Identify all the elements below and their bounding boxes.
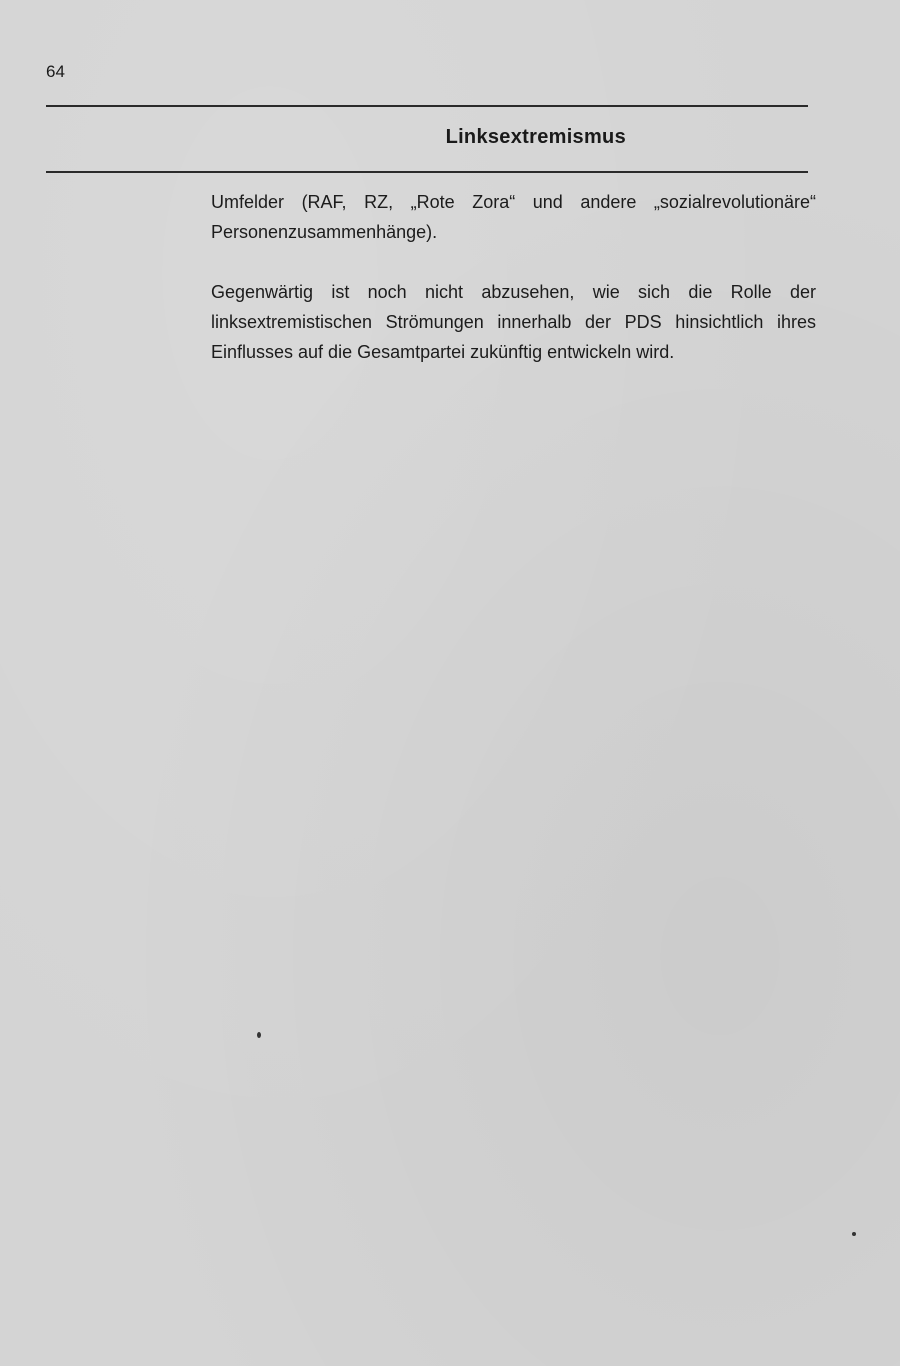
running-head: Linksextremismus — [445, 126, 626, 148]
paragraph: Gegenwärtig ist noch nicht abzusehen, wie sich die Rolle der linksextremistischen Strömungen innerhalb der PDS hinsichtlich ihres Einflusses auf die Gesamtpartei zukünftig entwickeln wird. — [211, 282, 816, 362]
header-rule-bottom — [46, 171, 808, 173]
scan-speck — [852, 1232, 856, 1236]
page-number: 64 — [46, 62, 65, 81]
header-rule-top — [46, 105, 808, 107]
body-text — [211, 187, 816, 367]
paragraph: Umfelder (RAF, RZ, „Rote Zora“ und andere „sozialrevolutionäre“ Personenzusammenhänge). — [211, 192, 816, 242]
scan-speck — [257, 1032, 261, 1038]
